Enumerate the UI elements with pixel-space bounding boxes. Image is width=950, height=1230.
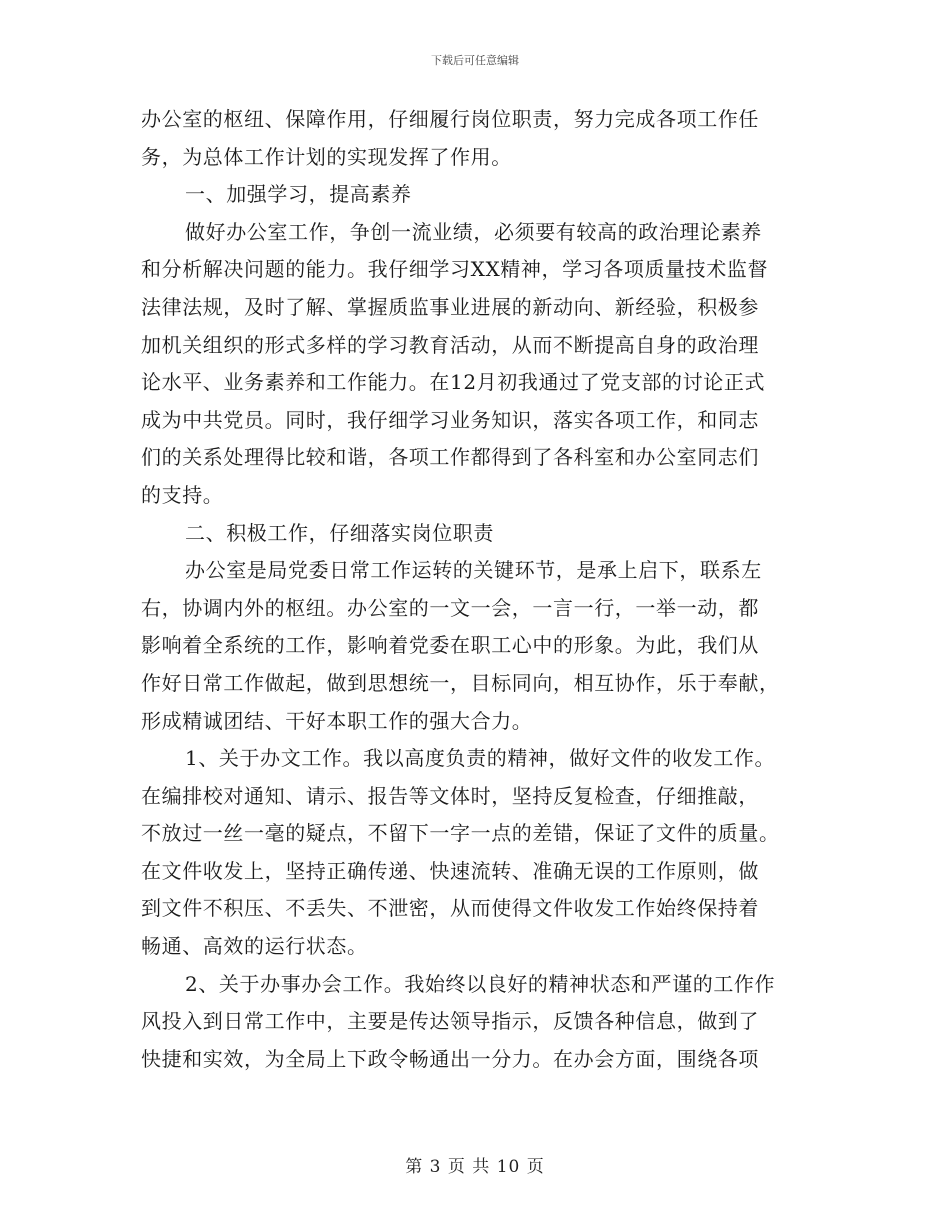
section-heading: 一、加强学习，提高素养 — [185, 182, 412, 207]
page-header-note: 下载后可任意编辑 — [431, 54, 519, 67]
body-line: 成为中共党员。同时，我仔细学习业务知识，落实各项工作，和同志 — [141, 407, 759, 432]
body-line: 和分析解决问题的能力。我仔细学习XX精神，学习各项质量技术监督 — [141, 257, 769, 282]
body-line: 论水平、业务素养和工作能力。在12月初我通过了党支部的讨论正式 — [141, 370, 766, 395]
body-line: 影响着全系统的工作，影响着党委在职工心中的形象。为此，我们从 — [141, 633, 759, 658]
body-line: 的支持。 — [141, 482, 224, 507]
body-line: 快捷和实效，为全局上下政令畅通出一分力。在办会方面，围绕各项 — [141, 1046, 759, 1071]
document-body — [141, 101, 809, 1078]
body-line: 右，协调内外的枢纽。办公室的一文一会，一言一行，一举一动，都 — [141, 595, 759, 620]
body-line: 办公室是局党委日常工作运转的关键环节，是承上启下，联系左 — [185, 558, 762, 583]
page-number: 第 3 页 共 10 页 — [405, 1157, 545, 1177]
body-line: 加机关组织的形式多样的学习教育活动，从而不断提高自身的政治理 — [141, 332, 759, 357]
body-line: 法律法规，及时了解、掌握质监事业进展的新动向、新经验，积极参 — [141, 294, 759, 319]
body-line: 2、关于办事办会工作。我始终以良好的精神状态和严谨的工作作 — [185, 971, 776, 996]
body-line: 风投入到日常工作中，主要是传达领导指示，反馈各种信息，做到了 — [141, 1009, 759, 1034]
body-line: 做好办公室工作，争创一流业绩，必须要有较高的政治理论素养 — [185, 219, 762, 244]
body-line: 畅通、高效的运行状态。 — [141, 934, 368, 959]
body-line: 不放过一丝一毫的疑点，不留下一字一点的差错，保证了文件的质量。 — [141, 821, 780, 846]
body-line: 到文件不积压、不丢失、不泄密，从而使得文件收发工作始终保持着 — [141, 896, 759, 921]
body-line: 1、关于办文工作。我以高度负责的精神，做好文件的收发工作。 — [185, 746, 776, 771]
section-heading: 二、积极工作，仔细落实岗位职责 — [185, 520, 494, 545]
body-line: 们的关系处理得比较和谐，各项工作都得到了各科室和办公室同志们 — [141, 445, 759, 470]
body-line: 在编排校对通知、请示、报告等文体时，坚持反复检查，仔细推敲， — [141, 783, 759, 808]
body-line: 在文件收发上，坚持正确传递、快速流转、准确无误的工作原则，做 — [141, 858, 759, 883]
body-line: 作好日常工作做起，做到思想统一，目标同向，相互协作，乐于奉献， — [141, 670, 780, 695]
body-line: 务，为总体工作计划的实现发挥了作用。 — [141, 144, 512, 169]
body-line: 办公室的枢纽、保障作用，仔细履行岗位职责，努力完成各项工作任 — [141, 107, 759, 131]
body-line: 形成精诚团结、干好本职工作的强大合力。 — [141, 708, 533, 733]
